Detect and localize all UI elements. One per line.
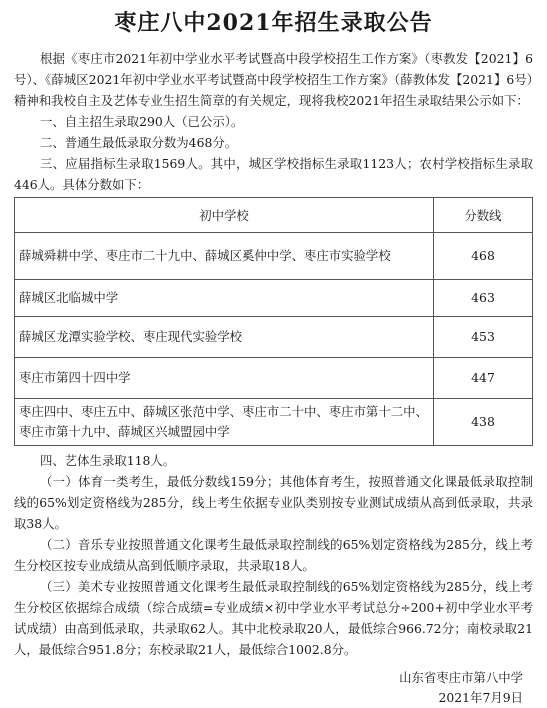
intro-paragraph: 根据《枣庄市2021年初中学业水平考试暨高中段学校招生工作方案》（枣教发【2021】6号）、《薛城区2021年初中学业水平考试暨高中段学校招生工作方案》（薛教体发【2021】6号）精神和我校自主及艺体专业生招生简章的有关规定，现将我校2021年招生录取结果公示如下：: [14, 51, 533, 108]
date: 2021年7月9日: [438, 690, 523, 705]
table-row: [15, 317, 533, 358]
item-3: 三、应届指标生录取1569人。其中，城区学校指标生录取1123人；农村学校指标生录取446人。具体分数如下：: [14, 156, 533, 192]
score-cell: 468: [434, 233, 533, 280]
school-cell: 薛城舜耕中学、枣庄市二十九中、薛城区奚仲中学、枣庄市实验学校: [15, 233, 434, 280]
sub-item-1: （一）体育一类考生，最低分数线159分；其他体育考生，按照普通文化课最低录取控制线的65%划定资格线为285分，线上考生依据专业队类别按专业测试成绩从高到低录取，共录取38人。: [14, 474, 533, 531]
score-table: [14, 197, 533, 446]
item-4: 四、艺体生录取118人。: [40, 453, 176, 468]
table-row: [15, 399, 533, 446]
table-row: [15, 280, 533, 317]
school-cell: 枣庄四中、枣庄五中、薛城区张范中学、枣庄市二十中、枣庄市第十二中、枣庄市第十九中、薛城区兴城盟园中学: [15, 399, 434, 446]
sub-item-3: （三）美术专业按照普通文化课考生最低录取控制线的65%划定资格线为285分，线上考生分校区依据综合成绩（综合成绩=专业成绩×初中学业水平考试总分÷200+初中学业水平考试成绩）由高到低录取，共录取62人。其中北校录取20人，最低综合966.72分；南校录取21人，最低综合951.8分；东校录取21人，最低综合1002.8分。: [14, 579, 533, 657]
signature: 山东省枣庄市第八中学: [399, 670, 523, 685]
score-cell: 438: [434, 399, 533, 446]
item-1: 一、自主招生录取290人（已公示）。: [40, 114, 244, 129]
header-score: 分数线: [434, 198, 533, 233]
signature-block: [14, 668, 533, 708]
table-row: [15, 233, 533, 280]
score-cell: 447: [434, 358, 533, 399]
sub-item-2: （二）音乐专业按照普通文化课考生最低录取控制线的65%划定资格线为285分，线上考生分校区按专业成绩从高到低顺序录取，共录取18人。: [14, 537, 533, 573]
school-cell: 薛城区北临城中学: [15, 280, 434, 317]
score-cell: 463: [434, 280, 533, 317]
table-header-row: [15, 198, 533, 233]
item-2: 二、普通生最低录取分数为468分。: [40, 135, 238, 150]
score-cell: 453: [434, 317, 533, 358]
school-cell: 薛城区龙潭实验学校、枣庄现代实验学校: [15, 317, 434, 358]
document-title: 枣庄八中2021年招生录取公告: [114, 10, 433, 36]
header-school: 初中学校: [15, 198, 434, 233]
school-cell: 枣庄市第四十四中学: [15, 358, 434, 399]
table-row: [15, 358, 533, 399]
